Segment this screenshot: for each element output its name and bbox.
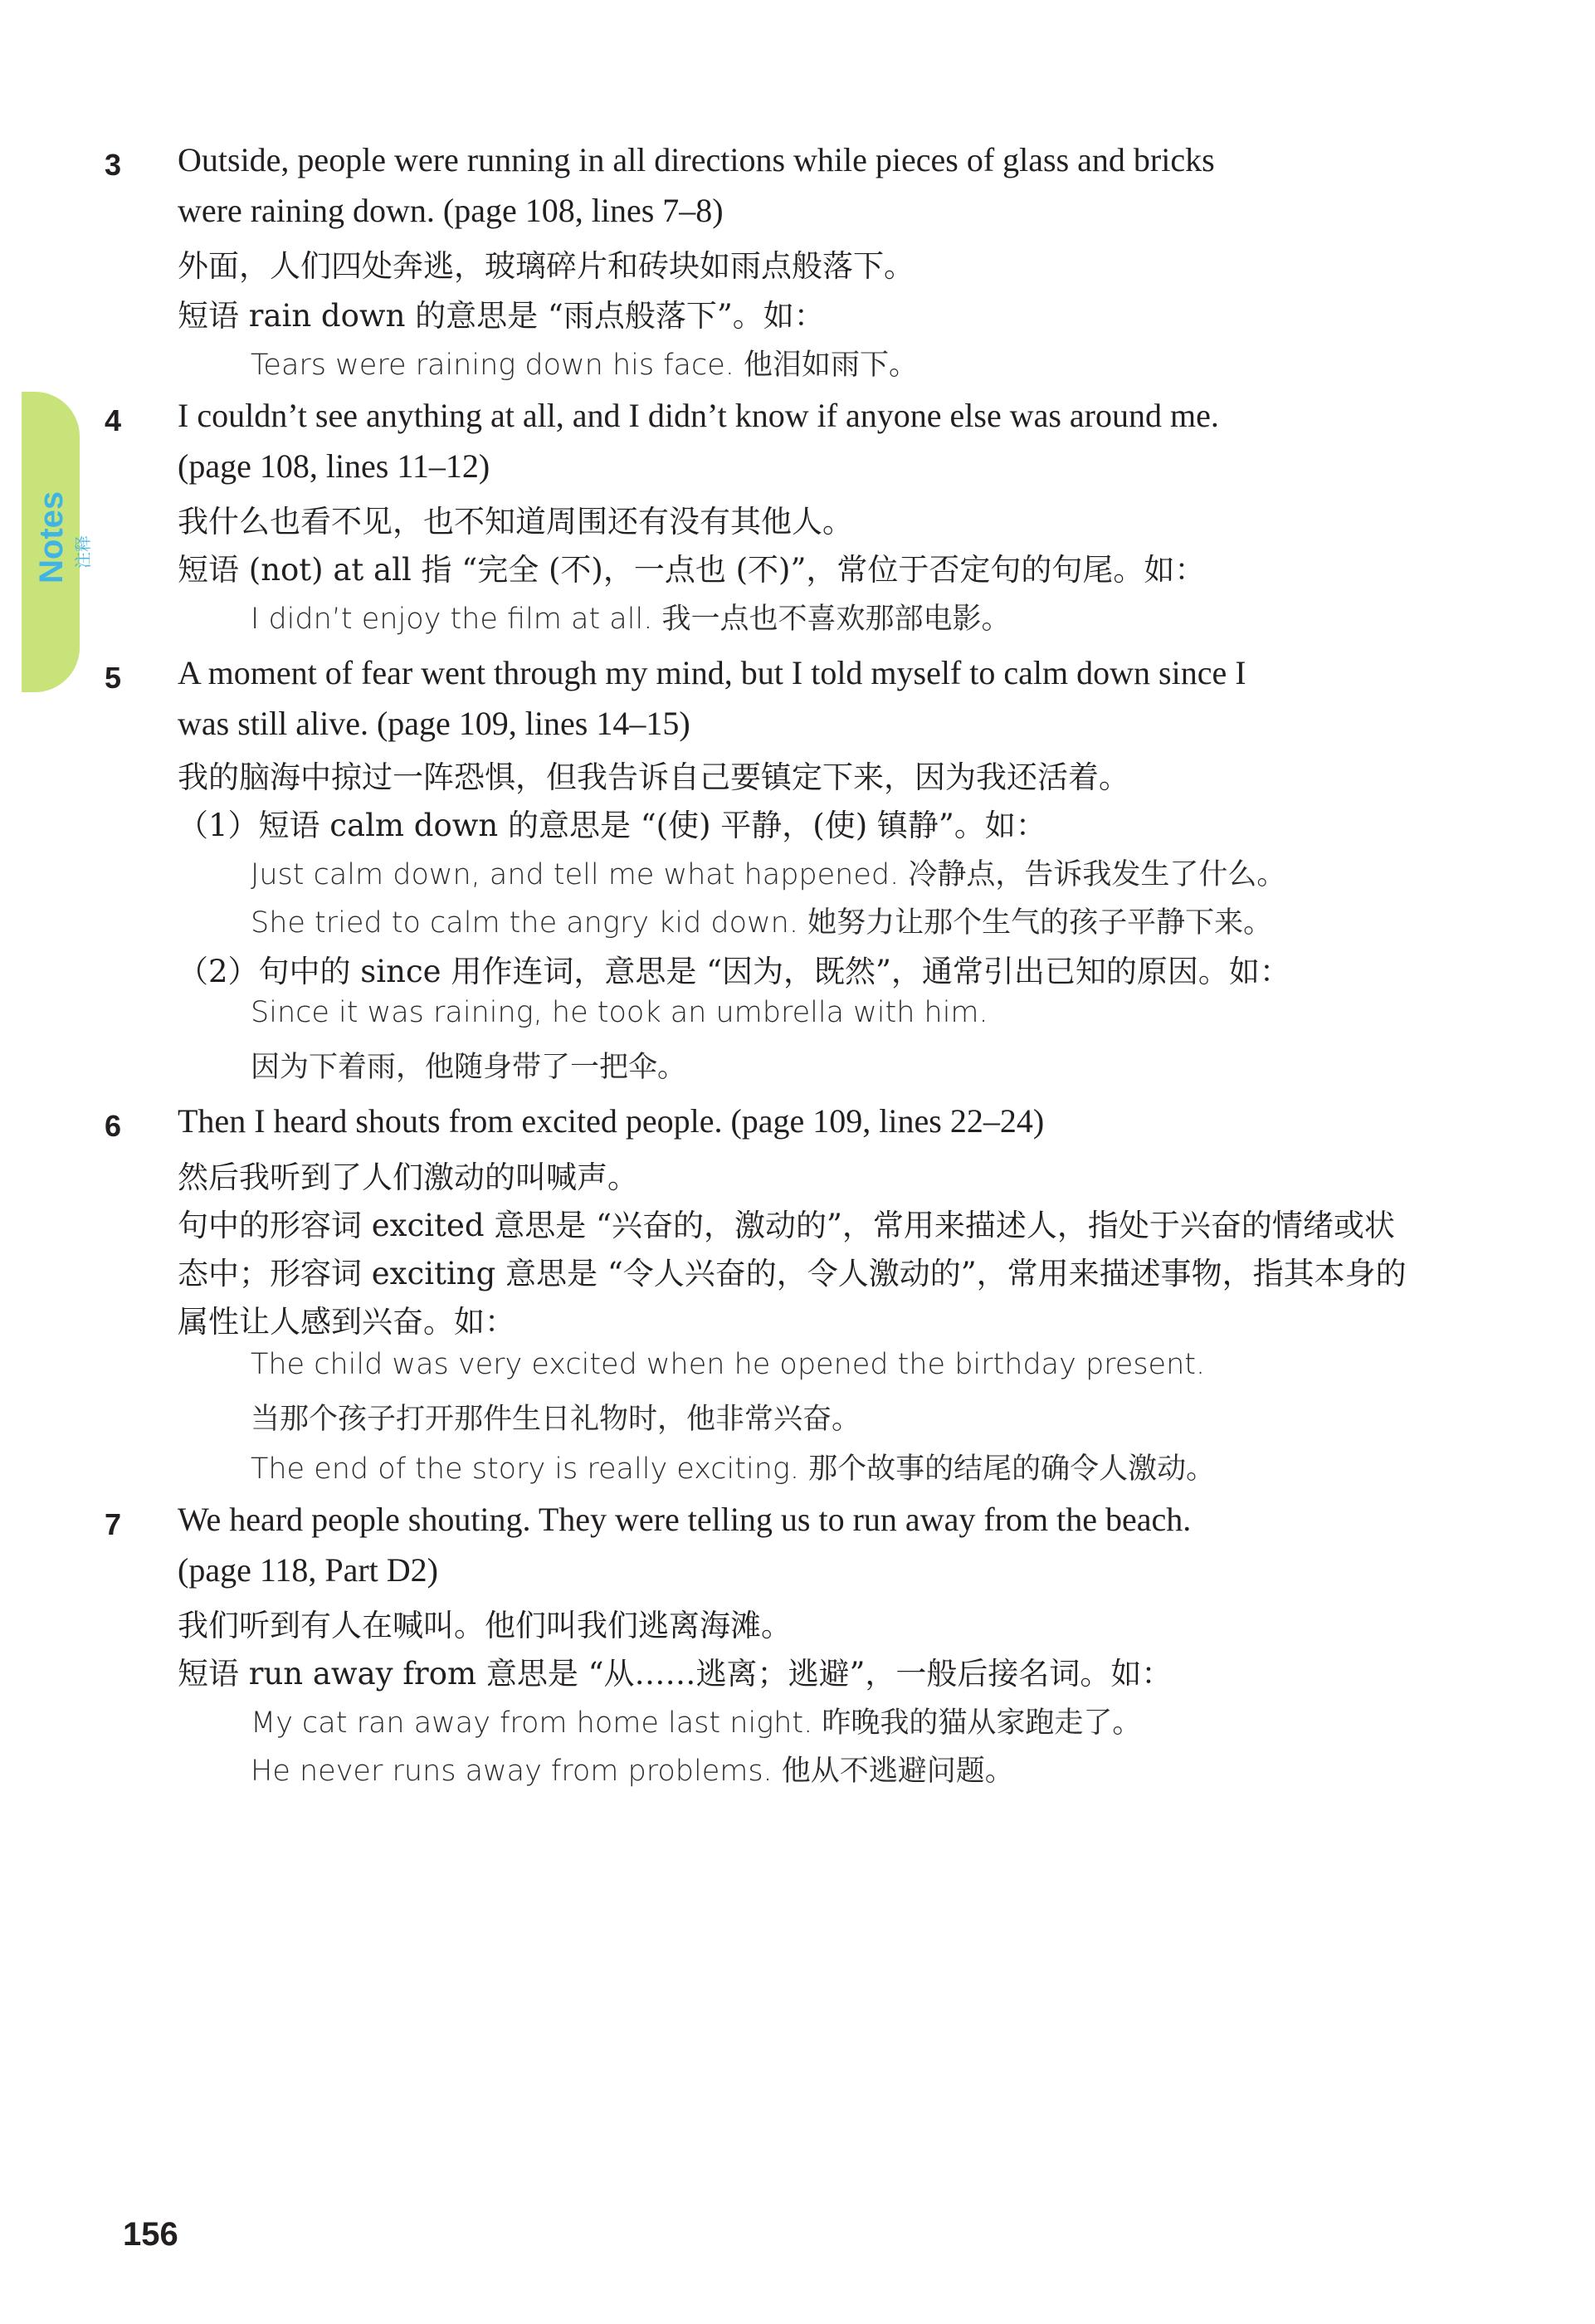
note-sentence: A moment of fear went through my mind, but I told myself to calm down since I <box>178 654 1246 691</box>
note-sentence: was still alive. (page 109, lines 14–15) <box>178 705 690 742</box>
note-explanation: 短语 run away from 意思是 “从……逃离；逃避”，一般后接名词。如： <box>178 1656 1173 1692</box>
example-sentence: She tried to calm the angry kid down. 她努力让那个生气的孩子平静下来。 <box>251 906 1273 940</box>
example-sentence: Just calm down, and tell me what happened. 冷静点，告诉我发生了什么。 <box>251 858 1286 891</box>
example-sentence: I didn’t enjoy the film at all. 我一点也不喜欢那部电影。 <box>251 603 1011 636</box>
note-number: 4 <box>105 403 122 437</box>
note-translation: 我们听到有人在喊叫。他们叫我们逃离海滩。 <box>178 1608 792 1643</box>
note-explanation: 短语 rain down 的意思是 “雨点般落下”。如： <box>178 298 825 334</box>
example-sentence: The child was very excited when he opened the birthday present. <box>251 1348 1206 1381</box>
note-translation: 然后我听到了人们激动的叫喊声。 <box>178 1160 638 1195</box>
note-translation: 我的脑海中掠过一阵恐惧，但我告诉自己要镇定下来，因为我还活着。 <box>178 759 1129 795</box>
notes-tab-label: Notes <box>33 491 70 583</box>
note-sentence: (page 108, lines 11–12) <box>178 447 490 485</box>
note-translation: 外面，人们四处奔逃，玻璃碎片和砖块如雨点般落下。 <box>178 248 915 284</box>
note-sentence: I couldn’t see anything at all, and I didn’t know if anyone else was around me. <box>178 397 1219 434</box>
example-sentence: Since it was raining, he took an umbrella with him. <box>251 996 988 1029</box>
example-sentence: My cat ran away from home last night. 昨晚我的猫从家跑走了。 <box>251 1706 1142 1740</box>
note-number: 6 <box>105 1109 122 1143</box>
notes-tab-label-zh: 注释 <box>73 535 93 569</box>
note-translation: 我什么也看不见，也不知道周围还有没有其他人。 <box>178 504 853 540</box>
example-sentence: 因为下着雨，他随身带了一把伞。 <box>251 1051 687 1084</box>
note-sentence: Then I heard shouts from excited people. (page 109, lines 22–24) <box>178 1102 1045 1140</box>
note-explanation: 态中；形容词 exciting 意思是 “令人兴奋的，令人激动的”，常用来描述事物，指其本身的 <box>178 1256 1407 1291</box>
page-number: 156 <box>123 2216 178 2253</box>
note-sentence: were raining down. (page 108, lines 7–8) <box>178 192 724 229</box>
example-sentence: 当那个孩子打开那件生日礼物时，他非常兴奋。 <box>251 1403 861 1436</box>
note-number: 3 <box>105 148 122 182</box>
note-number: 7 <box>105 1507 122 1541</box>
note-number: 5 <box>105 661 122 695</box>
note-explanation: 属性让人感到兴奋。如： <box>178 1304 515 1340</box>
note-sentence: We heard people shouting. They were telling us to run away from the beach. <box>178 1501 1192 1538</box>
note-sentence: Outside, people were running in all directions while pieces of glass and bricks <box>178 141 1215 178</box>
note-explanation: 句中的形容词 excited 意思是 “兴奋的，激动的”，常用来描述人，指处于兴奋的情绪或状 <box>178 1208 1395 1243</box>
sub-point-1: （1）短语 calm down 的意思是 “(使) 平静，(使) 镇静”。如： <box>178 808 1046 843</box>
note-sentence: (page 118, Part D2) <box>178 1551 438 1589</box>
sub-point-2: （2）句中的 since 用作连词，意思是 “因为，既然”，通常引出已知的原因。如： <box>178 954 1290 989</box>
example-sentence: The end of the story is really exciting. 那个故事的结尾的确令人激动。 <box>251 1452 1216 1486</box>
note-explanation: 短语 (not) at all 指 “完全 (不)，一点也 (不)”，常位于否定句的句尾。如： <box>178 552 1206 588</box>
example-sentence: Tears were raining down his face. 他泪如雨下。 <box>251 349 919 382</box>
example-sentence: He never runs away from problems. 他从不逃避问题。 <box>251 1755 1014 1788</box>
